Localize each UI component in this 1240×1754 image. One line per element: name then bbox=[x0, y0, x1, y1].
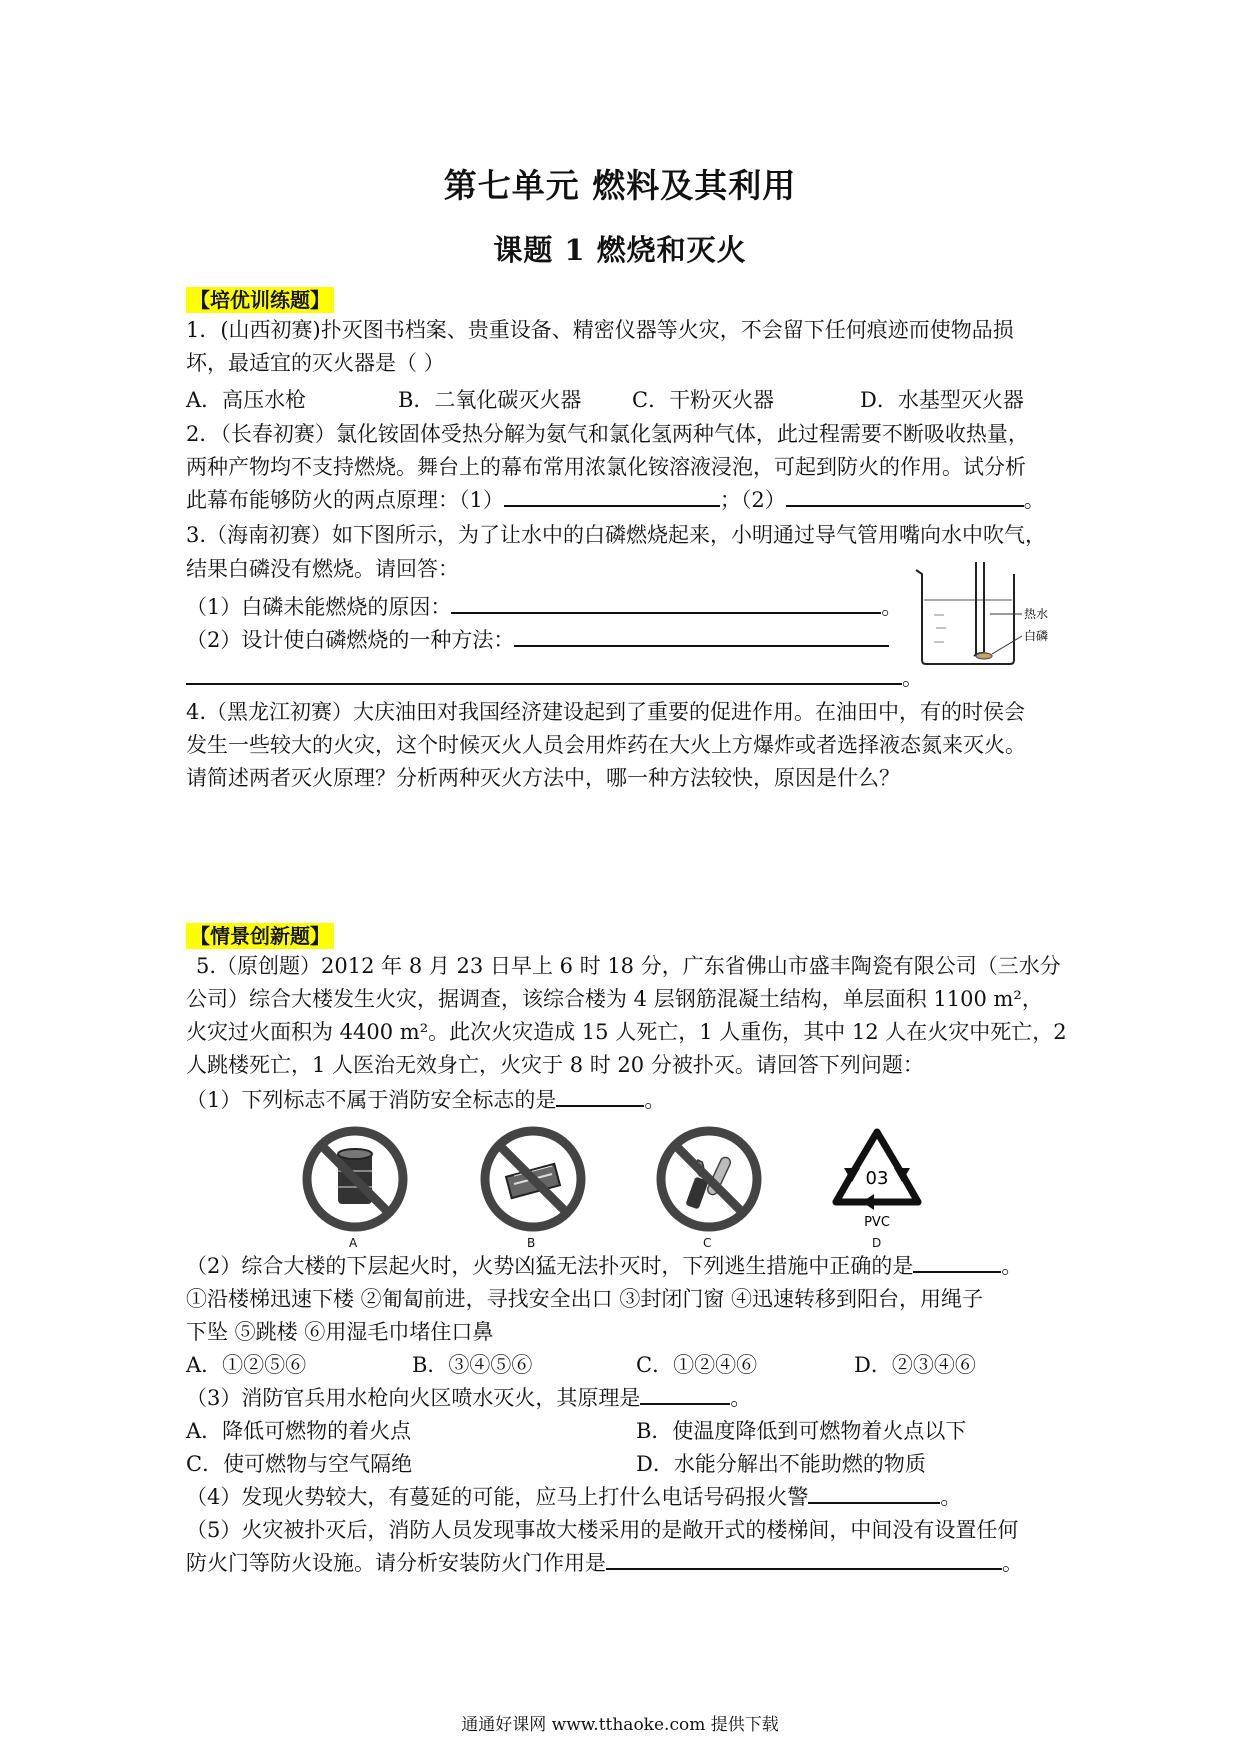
section-label: 【培优训练题】 bbox=[186, 287, 334, 313]
q2-text-a: 此幕布能够防火的两点原理：（1） bbox=[186, 488, 504, 512]
q5-part5-line1: （5）火灾被扑灭后，消防人员发现事故大楼采用的是敞开式的楼梯间，中间没有设置任何 bbox=[186, 1518, 1019, 1542]
q1-option-b: B．二氧化碳灭火器 bbox=[398, 388, 582, 412]
q5-part1-text: （1）下列标志不属于消防安全标志的是 bbox=[186, 1088, 557, 1112]
q3-sub1 bbox=[186, 591, 902, 624]
q5-blank-5[interactable] bbox=[606, 1550, 1002, 1570]
q3-blank-3[interactable] bbox=[186, 665, 902, 685]
q2-blank-1[interactable] bbox=[504, 487, 720, 507]
q5-part1-end: 。 bbox=[644, 1088, 666, 1112]
q2-line1: 2．（长春初赛）氯化铵固体受热分解为氨气和氯化氢两种气体，此过程需要不断吸收热量， bbox=[186, 422, 1029, 446]
q3-sub1-end: 。 bbox=[881, 595, 903, 619]
sign-no-fuel-barrel bbox=[300, 1124, 410, 1234]
q3-blank-2[interactable] bbox=[514, 627, 889, 647]
q1-line1: 1．(山西初赛)扑灭图书档案、贵重设备、精密仪器等火灾，不会留下任何痕迹而使物品损 bbox=[186, 318, 1014, 342]
recycle-pvc-icon bbox=[822, 1122, 932, 1232]
q3-sub1-text: （1）白磷未能燃烧的原因： bbox=[186, 595, 452, 619]
white-phosphorus-shape bbox=[976, 653, 992, 659]
q5-blank-1[interactable] bbox=[556, 1087, 644, 1107]
q5-part2-choices-1: ①沿楼梯迅速下楼 ②匍匐前进，寻找安全出口 ③封闭门窗 ④迅速转移到阳台，用绳子 bbox=[186, 1287, 984, 1311]
q3-end: 。 bbox=[902, 666, 923, 690]
q2-blank-2[interactable] bbox=[786, 487, 1024, 507]
q5-part4 bbox=[186, 1481, 961, 1514]
sign-label-d: D bbox=[872, 1236, 882, 1250]
q5-part3-text: （3）消防官兵用水枪向火区喷水灭火，其原理是 bbox=[186, 1386, 641, 1410]
q5-part2-text: （2）综合大楼的下层起火时，火势凶猛无法扑灭时，下列逃生措施中正确的是 bbox=[186, 1254, 914, 1278]
q5-part5-end: 。 bbox=[1002, 1551, 1023, 1575]
q3-sub2-text: （2）设计使白磷燃烧的一种方法： bbox=[186, 628, 515, 652]
q3-sub2 bbox=[186, 624, 889, 657]
q4-line2: 发生一些较大的火灾，这个时候灭火人员会用炸药在大火上方爆炸或者选择液态氮来灭火。 bbox=[186, 733, 1026, 757]
sign-label-c: C bbox=[703, 1236, 712, 1250]
q5-part4-end: 。 bbox=[940, 1485, 962, 1509]
q5-part5-text: 防火门等防火设施。请分析安装防火门作用是 bbox=[186, 1551, 606, 1575]
recycle-material: PVC bbox=[864, 1215, 890, 1230]
q2-line2: 两种产物均不支持燃烧。舞台上的幕布常用浓氯化铵溶液浸泡，可起到防火的作用。试分析 bbox=[186, 455, 1026, 479]
q4-line1: 4.（黑龙江初赛）大庆油田对我国经济建设起到了重要的促进作用。在油田中，有的时侯会 bbox=[186, 700, 1026, 724]
q5-part2-option-b: B．③④⑤⑥ bbox=[412, 1353, 533, 1377]
q5-part5-line2 bbox=[186, 1547, 1023, 1580]
q3-line2: 结果白磷没有燃烧。请回答： bbox=[186, 557, 459, 581]
q5-part3-option-a: A．降低可燃物的着火点 bbox=[186, 1419, 412, 1443]
section-tag-scenario bbox=[186, 922, 334, 950]
q1-line2: 坏，最适宜的灭火器是（ ） bbox=[186, 351, 445, 375]
q5-part2-option-a: A．①②⑤⑥ bbox=[186, 1353, 307, 1377]
q2-line3 bbox=[186, 484, 1045, 517]
q5-line4: 人跳楼死亡，1 人医治无效身亡，火灾于 8 时 20 分被扑灭。请回答下列问题： bbox=[186, 1053, 924, 1077]
q5-part3-option-b: B．使温度降低到可燃物着火点以下 bbox=[636, 1419, 967, 1443]
q3-blank-1[interactable] bbox=[451, 594, 881, 614]
sign-no-lighter bbox=[654, 1124, 764, 1234]
label-white-phosphorus: 白磷 bbox=[1024, 629, 1049, 643]
sign-label-a: A bbox=[349, 1236, 358, 1250]
page-title: 第七单元 燃料及其利用 bbox=[443, 166, 797, 205]
q5-part2-option-d: D．②③④⑥ bbox=[854, 1353, 976, 1377]
q5-part3-end: 。 bbox=[730, 1386, 752, 1410]
section-label: 【情景创新题】 bbox=[186, 923, 334, 949]
q2-text-b: ；（2） bbox=[719, 488, 786, 512]
footer-credit: 通通好课网 www.tthaoke.com 提供下载 bbox=[461, 1715, 779, 1735]
q5-part2-end: 。 bbox=[1001, 1254, 1023, 1278]
q5-part3-option-c: C．使可燃物与空气隔绝 bbox=[186, 1452, 413, 1476]
q4-line3: 请简述两者灭火原理？分析两种灭火方法中，哪一种方法较快，原因是什么？ bbox=[186, 766, 900, 790]
q5-part4-text: （4）发现火势较大，有蔓延的可能，应马上打什么电话号码报火警 bbox=[186, 1485, 809, 1509]
q5-part3-option-d: D．水能分解出不能助燃的物质 bbox=[636, 1452, 926, 1476]
q1-option-a: A．高压水枪 bbox=[186, 388, 307, 412]
q5-part3 bbox=[186, 1382, 751, 1415]
q5-blank-4[interactable] bbox=[808, 1484, 940, 1504]
q5-part2-option-c: C．①②④⑥ bbox=[636, 1353, 758, 1377]
q3-line1: 3.（海南初赛）如下图所示，为了让水中的白磷燃烧起来，小明通过导气管用嘴向水中吹气， bbox=[186, 523, 1047, 547]
q5-blank-2[interactable] bbox=[913, 1253, 1001, 1273]
q5-line2: 公司）综合大楼发生火灾，据调查，该综合楼为 4 层钢筋混凝土结构，单层面积 1100 m²， bbox=[186, 987, 1043, 1011]
q3-sub2-cont bbox=[186, 662, 923, 695]
q1-option-c: C．干粉灭火器 bbox=[632, 388, 775, 412]
q2-text-c: 。 bbox=[1023, 488, 1045, 512]
q5-part1 bbox=[186, 1084, 665, 1117]
section-tag-advanced bbox=[186, 286, 334, 314]
q5-part2-choices-2: 下坠 ⑤跳楼 ⑥用湿毛巾堵住口鼻 bbox=[186, 1320, 494, 1344]
sign-label-b: B bbox=[527, 1236, 536, 1250]
sign-no-fireworks bbox=[478, 1124, 588, 1234]
q5-line1: 5.（原创题）2012 年 8 月 23 日早上 6 时 18 分，广东省佛山市盛丰陶瓷有限公司（三水分 bbox=[196, 954, 1061, 978]
label-hot-water: 热水 bbox=[1024, 607, 1049, 621]
q5-part2 bbox=[186, 1250, 1022, 1283]
q5-blank-3[interactable] bbox=[640, 1385, 730, 1405]
q5-line3: 火灾过火面积为 4400 m²。此次火灾造成 15 人死亡，1 人重伤，其中 12 人在火灾中死亡，2 bbox=[186, 1020, 1067, 1044]
q1-option-d: D．水基型灭火器 bbox=[860, 388, 1024, 412]
beaker-figure bbox=[910, 560, 1082, 670]
lesson-title: 课题 1 燃烧和灭火 bbox=[493, 233, 747, 267]
recycle-code: 03 bbox=[865, 1168, 889, 1189]
